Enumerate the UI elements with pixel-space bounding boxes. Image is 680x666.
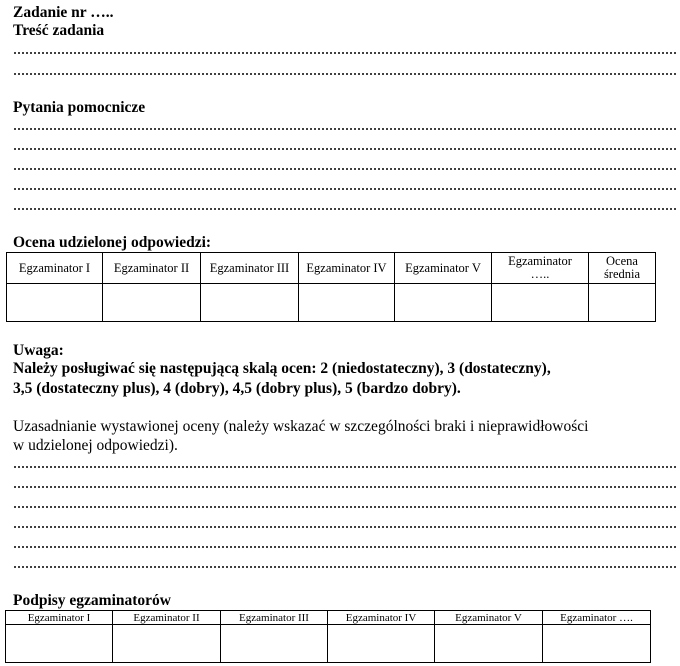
- note-line: 3,5 (dostateczny plus), 4 (dobry), 4,5 (dobry plus), 5 (bardzo dobry).: [13, 380, 461, 397]
- signature-col-header: Egzaminator II: [113, 611, 221, 625]
- signature-cell[interactable]: [543, 625, 651, 663]
- support-questions-heading: Pytania pomocnicze: [13, 99, 146, 116]
- task-content-heading: Treść zadania: [13, 22, 105, 39]
- grade-col-header: Egzaminator V: [395, 253, 492, 284]
- grade-col-header: Egzaminator III: [201, 253, 299, 284]
- signature-col-header: Egzaminator I: [6, 611, 113, 625]
- grade-cell[interactable]: [201, 284, 299, 322]
- signature-col-header: Egzaminator ….: [543, 611, 651, 625]
- grade-cell[interactable]: [395, 284, 492, 322]
- signature-cell[interactable]: [6, 625, 113, 663]
- grade-cell[interactable]: [103, 284, 201, 322]
- answer-dotted-line[interactable]: [13, 148, 677, 150]
- grade-cell[interactable]: [7, 284, 103, 322]
- signature-cell[interactable]: [221, 625, 328, 663]
- grade-cell[interactable]: [492, 284, 589, 322]
- answer-dotted-line[interactable]: [13, 52, 677, 54]
- grade-col-header: Ocena średnia: [589, 253, 656, 284]
- signature-cell[interactable]: [328, 625, 435, 663]
- signature-cell[interactable]: [435, 625, 543, 663]
- grade-table: [6, 252, 656, 322]
- note-title: Uwaga:: [13, 342, 64, 359]
- grade-cell[interactable]: [299, 284, 395, 322]
- answer-dotted-line[interactable]: [13, 208, 677, 210]
- answer-dotted-line[interactable]: [13, 188, 677, 190]
- answer-dotted-line[interactable]: [13, 566, 677, 568]
- answer-dotted-line[interactable]: [13, 73, 677, 75]
- signature-cell[interactable]: [113, 625, 221, 663]
- signature-col-header: Egzaminator IV: [328, 611, 435, 625]
- justification-text: w udzielonej odpowiedzi).: [13, 437, 178, 454]
- grade-col-header: Egzaminator IV: [299, 253, 395, 284]
- signature-col-header: Egzaminator III: [221, 611, 328, 625]
- signature-col-header: Egzaminator V: [435, 611, 543, 625]
- grade-col-header: Egzaminator II: [103, 253, 201, 284]
- justification-text: Uzasadnianie wystawionej oceny (należy wskazać w szczególności braki i nieprawidłowości: [13, 418, 589, 435]
- answer-dotted-line[interactable]: [13, 466, 677, 468]
- answer-dotted-line[interactable]: [13, 128, 677, 130]
- grade-col-header: Egzaminator I: [7, 253, 103, 284]
- answer-dotted-line[interactable]: [13, 526, 677, 528]
- grade-col-header: Egzaminator …..: [492, 253, 589, 284]
- signature-table: [5, 610, 651, 663]
- answer-dotted-line[interactable]: [13, 546, 677, 548]
- answer-dotted-line[interactable]: [13, 168, 677, 170]
- grade-section-heading: Ocena udzielonej odpowiedzi:: [13, 234, 212, 251]
- note-line: Należy posługiwać się następującą skalą ocen: 2 (niedostateczny), 3 (dostateczny),: [13, 360, 551, 377]
- answer-dotted-line[interactable]: [13, 506, 677, 508]
- signatures-heading: Podpisy egzaminatorów: [13, 592, 172, 609]
- answer-dotted-line[interactable]: [13, 486, 677, 488]
- grade-cell[interactable]: [589, 284, 656, 322]
- task-number-heading: Zadanie nr …..: [13, 4, 114, 21]
